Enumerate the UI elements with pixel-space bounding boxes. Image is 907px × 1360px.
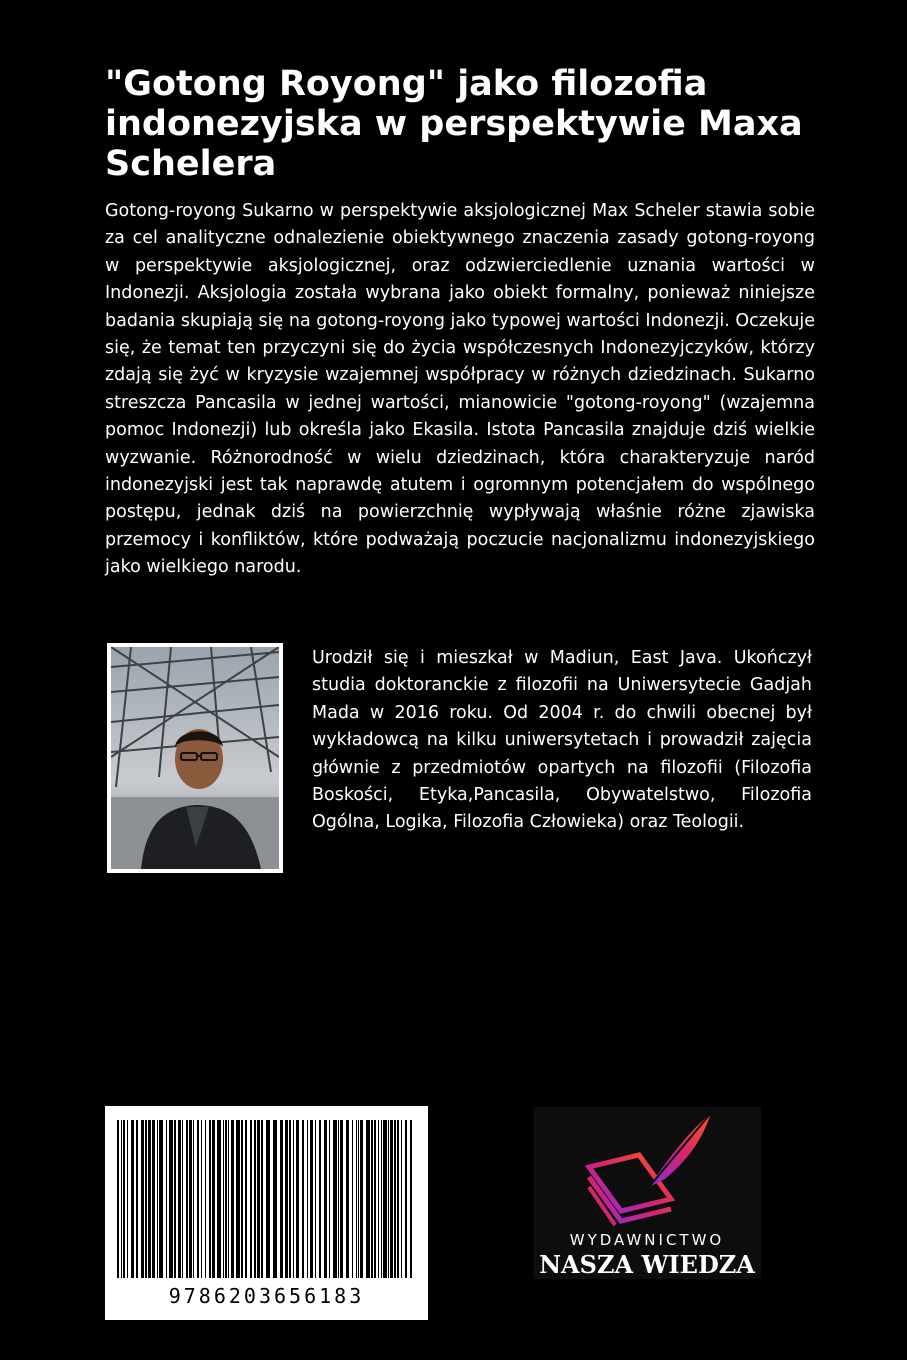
barcode-bar [261,1120,263,1278]
barcode-bar [358,1120,359,1278]
barcode-bar [410,1120,412,1278]
barcode-bar [117,1120,119,1278]
book-description: Gotong-royong Sukarno w perspektywie aksjologicznej Max Scheler stawia sobie za cel analityczne odnalezienie obiektywnego znaczenia zasady gotong-royong w perspektywie aksjologicznej, oraz odzwierciedlenie uznania wartości w Indonezji. Aksjologia została wybrana jako obiekt formalny, ponieważ niniejsze badania skupiają się na gotong-royong jako typowej wartości Indonezji. Oczekuje się, że temat ten przyczyni się do życia współczesnych Indonezyjczyków, którzy zdają się żyć w kryzysie wzajemnej współpracy w różnych dziedzinach. Sukarno streszcza Pancasila w jednej wartości, mianowicie "gotong-royong" (wzajemna pomoc Indonezji) lub określa jako Ekasila. Istota Pancasila znajduje dziś wielkie wyzwanie. Różnorodność w wielu dziedzinach, która charakteryzuje naród indonezyjski jest tak naprawdę atutem i ogromnym potencjałem do wspólnego postępu, jednak dziś na powierzchnię wypływają właśnie różne zjawiska przemocy i konfliktów, które podważają poczucie nacjonalizmu indonezyjskiego jako wielkiego narodu. [105,201,815,578]
barcode-bar [209,1120,211,1278]
barcode-bar [228,1120,229,1278]
barcode-bar [289,1120,291,1278]
barcode-bar [319,1120,321,1278]
book-title: "Gotong Royong" jako filozofia indonezyjska w perspektywie Maxa Schelera [105,64,803,184]
barcode-bar [280,1120,283,1278]
barcode-bar [329,1120,330,1278]
barcode-bars [105,1106,428,1282]
barcode-bar [352,1120,353,1278]
barcode-bar [201,1120,202,1278]
barcode-bar [307,1120,308,1278]
barcode-bar [159,1120,163,1278]
quill-book-icon [579,1107,715,1227]
barcode-bar [231,1120,234,1278]
barcode-bar [383,1120,387,1278]
barcode-bar [178,1120,181,1278]
barcode-bar [157,1120,158,1278]
isbn-barcode [105,1106,428,1320]
barcode-bar [145,1120,147,1278]
barcode-bar [131,1120,134,1278]
barcode-bar [266,1120,270,1278]
barcode-bar [401,1120,402,1278]
barcode-bar [186,1120,188,1278]
barcode-bar [378,1120,379,1278]
barcode-bar [333,1120,337,1278]
barcode-bar [182,1120,183,1278]
barcode-bar [394,1120,396,1278]
barcode-bar [366,1120,370,1278]
barcode-bar [217,1120,221,1278]
barcode-bar [169,1120,173,1278]
barcode-bar [346,1120,349,1278]
barcode-bar [225,1120,227,1278]
barcode-bar [310,1120,313,1278]
barcode-bar [381,1120,382,1278]
barcode-bar [273,1120,277,1278]
barcode-bar [205,1120,206,1278]
barcode-bar [371,1120,373,1278]
barcode-bar [388,1120,389,1278]
barcode-bar [296,1120,299,1278]
barcode-bar [136,1120,138,1278]
barcode-bar [254,1120,256,1278]
barcode-bar [405,1120,407,1278]
barcode-bar [223,1120,224,1278]
barcode-bar [302,1120,304,1278]
barcode-bar [315,1120,316,1278]
barcode-bar [174,1120,176,1278]
isbn-number: 9786203656183 [168,1284,365,1308]
barcode-bar [324,1120,327,1278]
barcode-bar [148,1120,151,1278]
publisher-logo [533,1107,761,1279]
barcode-bar [374,1120,376,1278]
author-photo [107,643,283,873]
barcode-bar [127,1120,128,1278]
publisher-name-line1: WYDAWNICTWO [569,1231,725,1249]
publisher-name-line2: NASZA WIEDZA [539,1250,755,1279]
barcode-bar [250,1120,252,1278]
barcode-bar [360,1120,363,1278]
author-bio: Urodził się i mieszkał w Madiun, East Java. Ukończył studia doktoranckie z filozofii na Uniwersytecie Gadjah Mada w 2016 roku. Od 2004 r. do chwili obecnej był wykładowcą na kilku uniwersytetach i prowadził zajęcia głównie z przedmiotów opartych na filozofii (Filozofia Boskości, Etyka,Pancasila, Obywatelstwo, Filozofia Ogólna, Logika, Filozofia Człowieka) oraz Teologii. [312,648,812,833]
barcode-bar [338,1120,339,1278]
barcode-bar [141,1120,144,1278]
barcode-bar [356,1120,357,1278]
barcode-bar [293,1120,294,1278]
barcode-bar [390,1120,393,1278]
barcode-bar [285,1120,288,1278]
barcode-bar [197,1120,199,1278]
barcode-bar [397,1120,399,1278]
barcode-bar [212,1120,215,1278]
barcode-bar [121,1120,122,1278]
barcode-bar [340,1120,343,1278]
barcode-bar [245,1120,247,1278]
barcode-bar [241,1120,243,1278]
barcode-bar [123,1120,125,1278]
barcode-bar [189,1120,192,1278]
barcode-bar [257,1120,260,1278]
barcode-bar [152,1120,155,1278]
barcode-bar [236,1120,240,1278]
barcode-bar [193,1120,194,1278]
author-photo-image [111,647,279,869]
barcode-bar [166,1120,167,1278]
